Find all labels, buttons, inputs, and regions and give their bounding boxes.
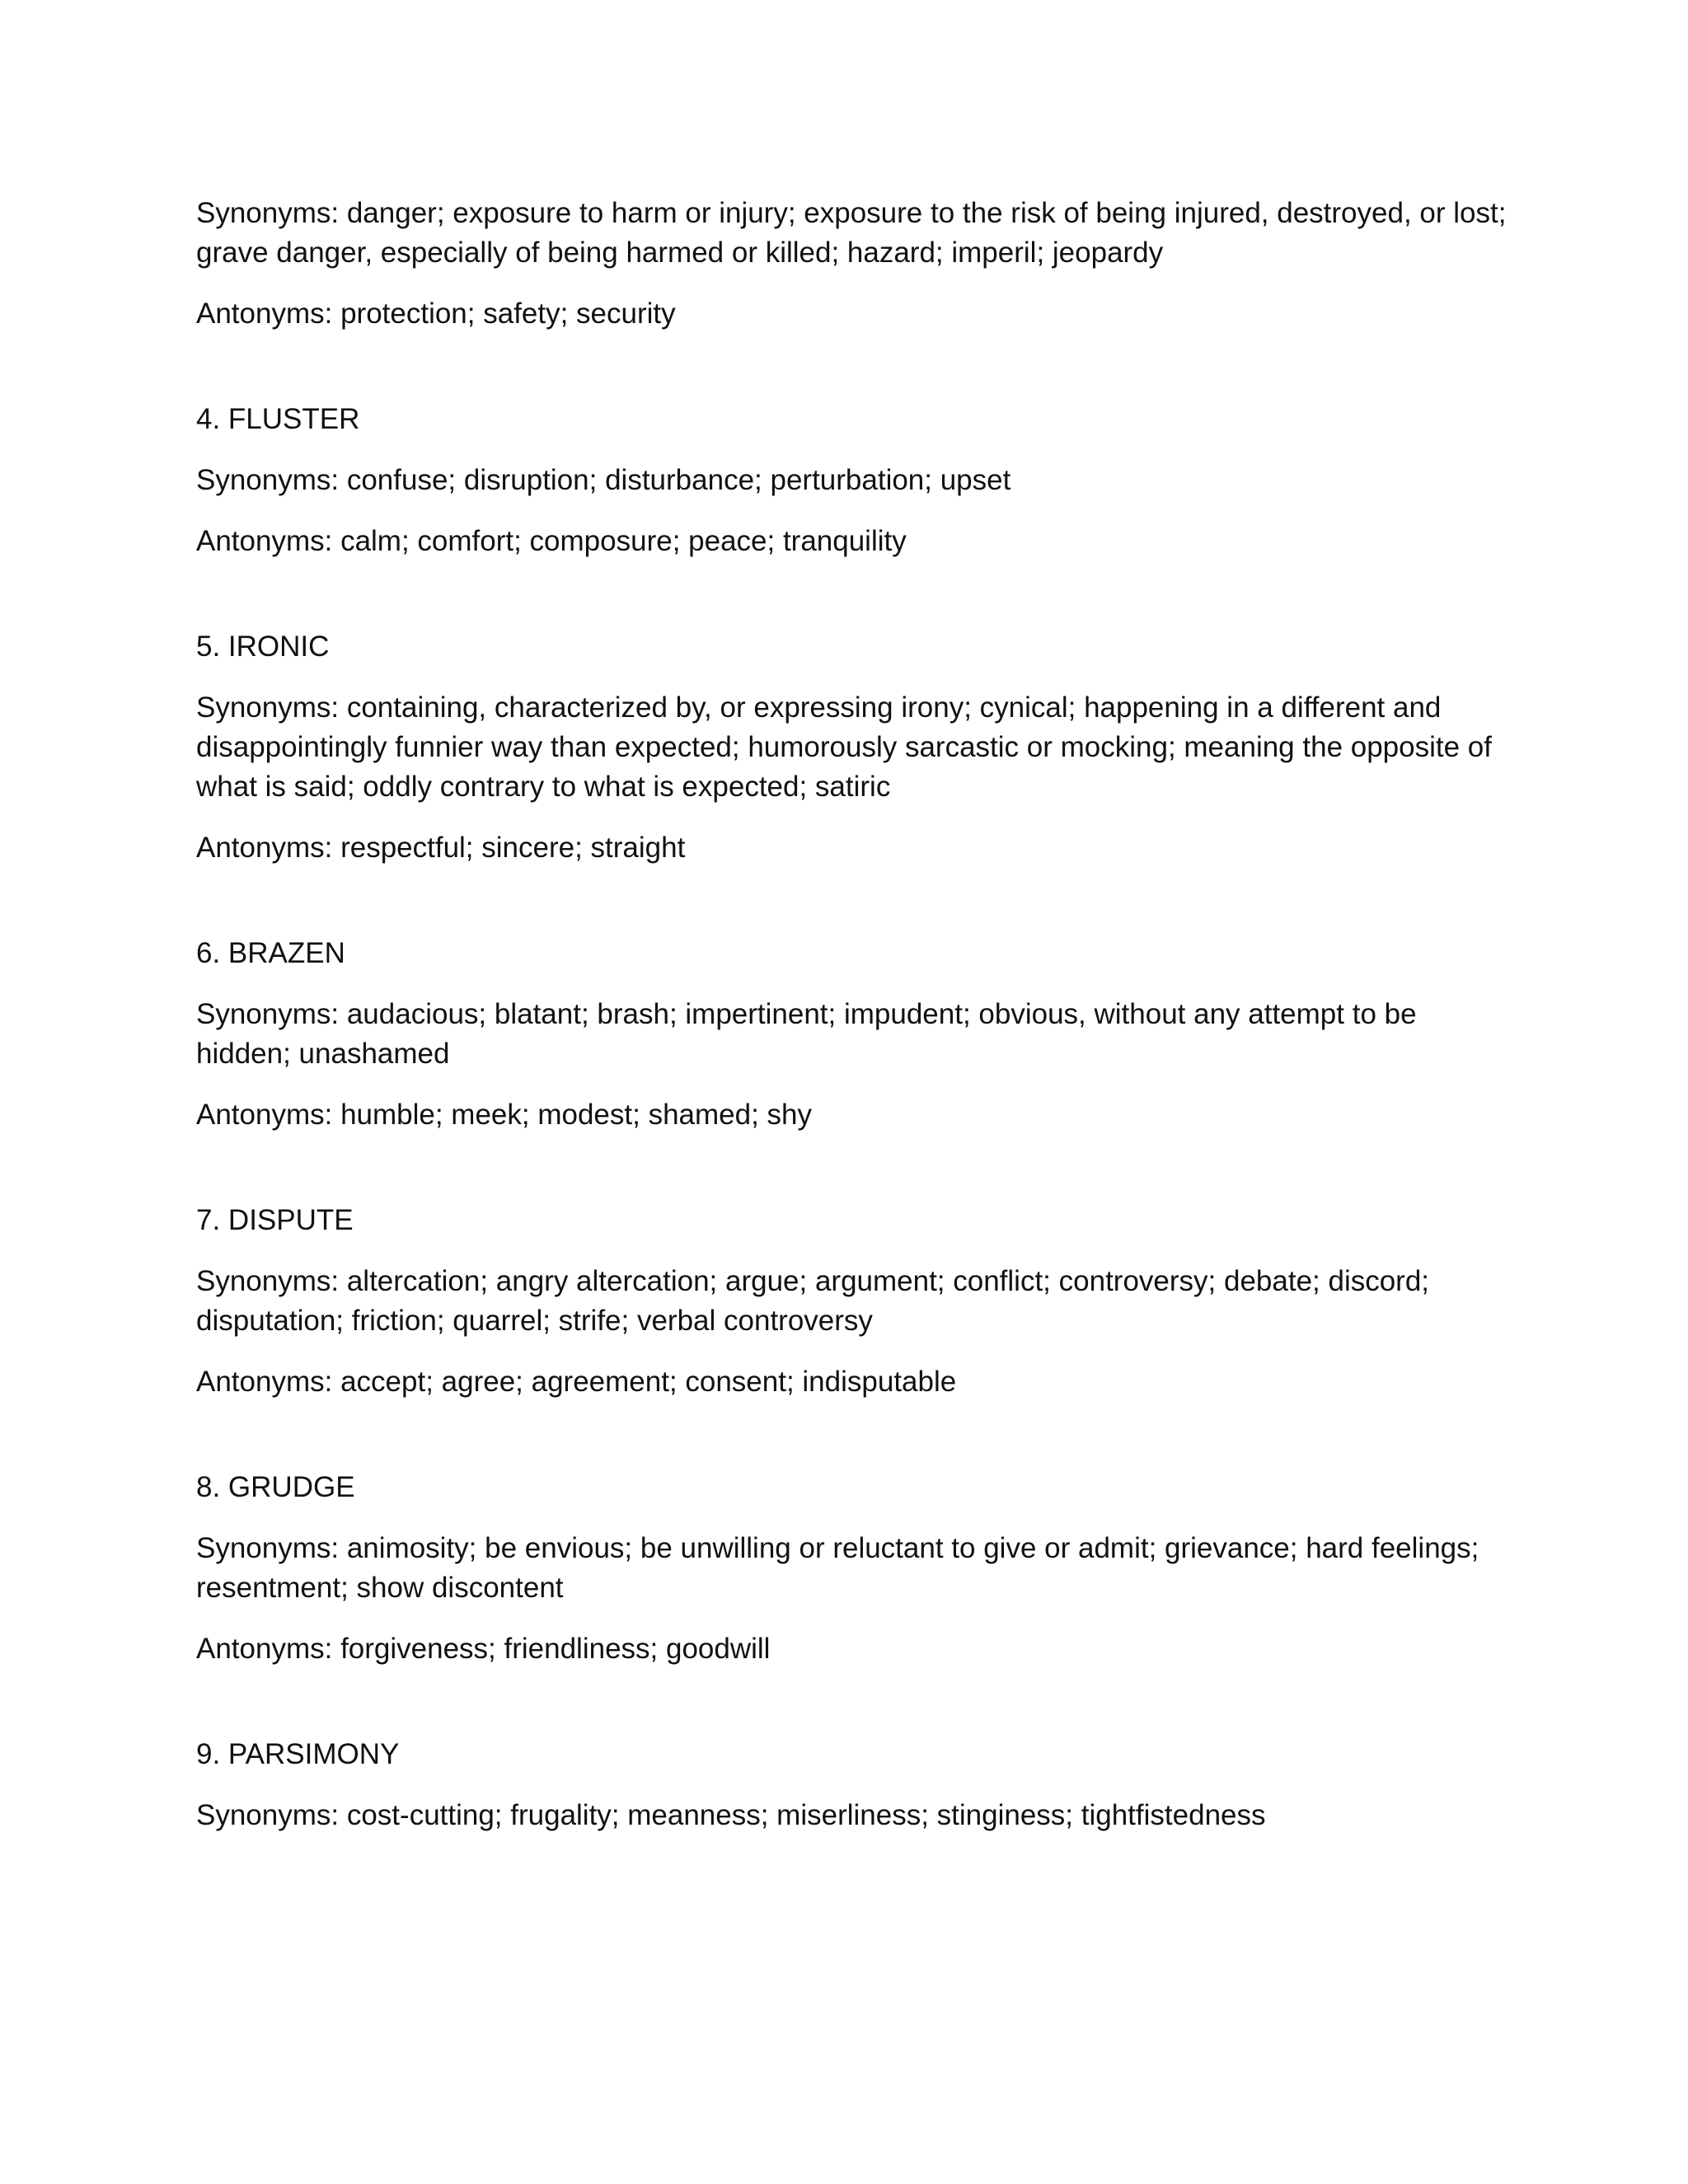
- antonyms-text: Antonyms: calm; comfort; composure; peace; tranquility: [196, 525, 907, 557]
- entry-heading: 8. GRUDGE: [196, 1471, 355, 1503]
- antonyms-text: Antonyms: accept; agree; agreement; consent; indisputable: [196, 1366, 957, 1398]
- entry-5: [196, 627, 1507, 868]
- synonyms-text: Synonyms: cost-cutting; frugality; meanness; miserliness; stinginess; tightfistedness: [196, 1799, 1266, 1831]
- antonyms-text: Antonyms: protection; safety; security: [196, 298, 676, 330]
- document-content: [196, 194, 1507, 1857]
- synonyms-text: Synonyms: altercation; angry altercation; argue; argument; conflict; controversy; debate; discord; disputation; friction; quarrel; strife; verbal controversy: [196, 1265, 1430, 1337]
- entry-heading: 7. DISPUTE: [196, 1204, 354, 1236]
- entry-3: [196, 194, 1507, 334]
- antonyms-text: Antonyms: respectful; sincere; straight: [196, 832, 686, 864]
- entry-9: [196, 1735, 1507, 1835]
- synonyms-text: Synonyms: danger; exposure to harm or injury; exposure to the risk of being injured, destroyed, or lost; grave danger, especially of being harmed or killed; hazard; imperil; jeopardy: [196, 197, 1507, 269]
- entry-4: [196, 400, 1507, 561]
- entry-heading: 6. BRAZEN: [196, 937, 345, 969]
- synonyms-text: Synonyms: animosity; be envious; be unwilling or reluctant to give or admit; grievance; hard feelings; resentment; show discontent: [196, 1532, 1479, 1604]
- antonyms-text: Antonyms: forgiveness; friendliness; goodwill: [196, 1633, 771, 1665]
- antonyms-text: Antonyms: humble; meek; modest; shamed; shy: [196, 1099, 812, 1131]
- synonyms-text: Synonyms: audacious; blatant; brash; impertinent; impudent; obvious, without any attempt to be hidden; unashamed: [196, 998, 1417, 1070]
- entry-7: [196, 1201, 1507, 1402]
- entry-6: [196, 934, 1507, 1135]
- entry-heading: 5. IRONIC: [196, 630, 330, 663]
- entry-heading: 9. PARSIMONY: [196, 1738, 400, 1770]
- entry-heading: 4. FLUSTER: [196, 403, 360, 435]
- synonyms-text: Synonyms: confuse; disruption; disturbance; perturbation; upset: [196, 464, 1011, 496]
- entry-8: [196, 1468, 1507, 1669]
- synonyms-text: Synonyms: containing, characterized by, or expressing irony; cynical; happening in a different and disappointingly funnier way than expected; humorously sarcastic or mocking; meaning the opposite of what is said; oddly contrary to what is expected; satiric: [196, 691, 1492, 803]
